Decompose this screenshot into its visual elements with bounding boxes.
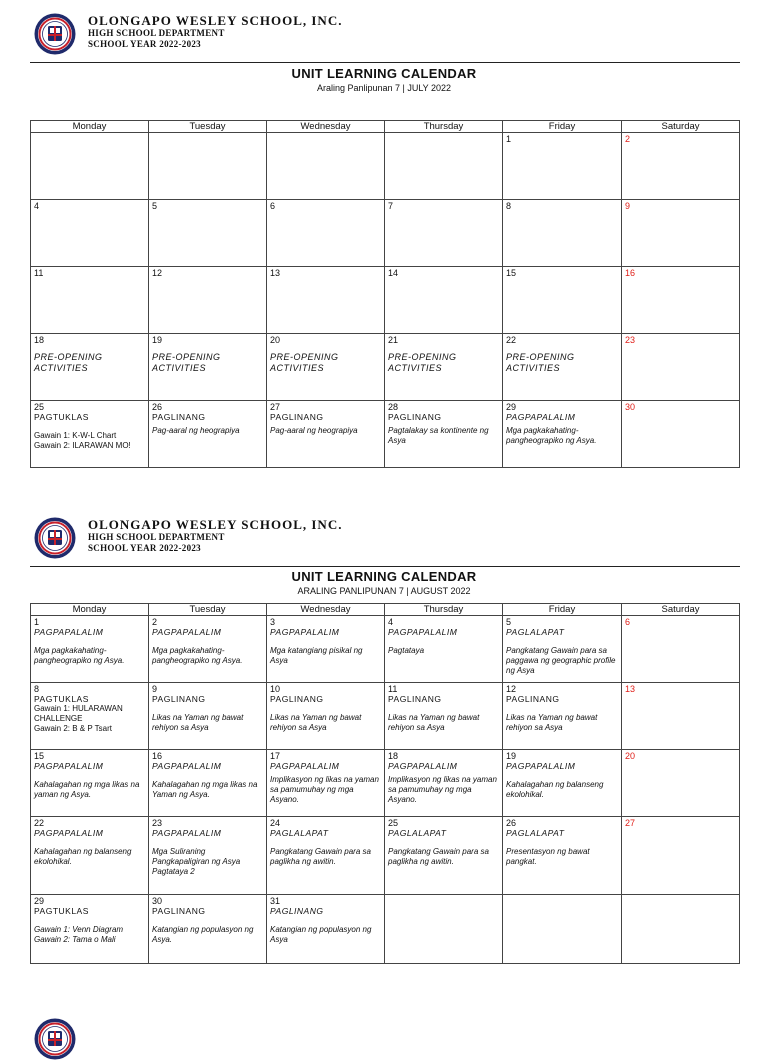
calendar-cell	[149, 683, 267, 750]
day-number: 20	[270, 335, 281, 345]
calendar-cell	[622, 334, 740, 401]
activity-description: Kahalagahan ng balanseng ekolohikal.	[506, 780, 604, 799]
day-number: 30	[625, 402, 636, 412]
calendar-subtitle: Araling Panlipunan 7 | JULY 2022	[316, 83, 452, 93]
school-year: SCHOOL YEAR 2022-2023	[88, 39, 201, 49]
activity-description: Presentasyon ng bawat pangkat.	[506, 847, 590, 866]
calendar-cell	[267, 133, 385, 200]
calendar-subtitle: ARALING PANLIPUNAN 7 | AUGUST 2022	[297, 586, 471, 596]
calendar-cell	[622, 616, 740, 683]
day-number: 10	[270, 684, 281, 694]
activity-description: Kahalagahan ng mga likas na Yaman ng Asya.	[152, 780, 258, 799]
calendar-cell	[267, 200, 385, 267]
phase-label: PAGPAPALALIM	[388, 627, 458, 637]
day-number: 3	[270, 617, 276, 627]
calendar-cell	[503, 401, 622, 468]
day-number: 25	[388, 818, 399, 828]
phase-label: PAGPAPALALIM	[152, 627, 222, 637]
activity-description: Pagtalakay sa kontinente ng Asya	[388, 426, 489, 445]
calendar-cell	[31, 750, 149, 817]
activity-description: Likas na Yaman ng bawat rehiyon sa Asya	[388, 713, 480, 732]
day-number: 21	[388, 335, 399, 345]
day-number: 13	[270, 268, 281, 278]
header-divider	[30, 566, 740, 567]
day-number: 16	[625, 268, 636, 278]
calendar-cell	[149, 616, 267, 683]
calendar-cell	[622, 750, 740, 817]
calendar-cell	[503, 683, 622, 750]
calendar-cell	[31, 133, 149, 200]
day-header-thursday: Thursday	[385, 121, 503, 133]
activity-description: Pangkatang Gawain para sa paglikha ng awitin.	[270, 847, 371, 866]
day-number: 1	[34, 617, 40, 627]
activity-description: Implikasyon ng likas na yaman sa pamumuhay ng mga Asyano.	[388, 775, 497, 804]
activity-label: PRE-OPENING ACTIVITIES	[34, 352, 103, 373]
calendar-cell	[31, 401, 149, 468]
calendar-cell	[149, 750, 267, 817]
day-number: 8	[34, 684, 40, 694]
calendar-cell	[149, 200, 267, 267]
calendar-cell	[149, 895, 267, 964]
activity-description: Likas na Yaman ng bawat rehiyon sa Asya	[270, 713, 362, 732]
activity-note: Pagtataya 2	[152, 867, 195, 876]
phase-label: PAGPAPALALIM	[152, 828, 222, 838]
day-number: 31	[270, 896, 281, 906]
calendar-cell	[503, 895, 622, 964]
phase-label: PAGLINANG	[152, 412, 206, 422]
day-header-friday: Friday	[503, 121, 622, 133]
calendar-cell	[267, 267, 385, 334]
phase-label: PAGLALAPAT	[270, 828, 329, 838]
calendar-cell	[267, 616, 385, 683]
calendar-cell	[622, 895, 740, 964]
day-number: 22	[34, 818, 45, 828]
calendar-cell	[385, 133, 503, 200]
school-year: SCHOOL YEAR 2022-2023	[88, 543, 201, 553]
activity-label: PRE-OPENING ACTIVITIES	[388, 352, 457, 373]
calendar-cell	[31, 895, 149, 964]
day-number: 8	[506, 201, 512, 211]
day-header-saturday: Saturday	[622, 604, 740, 616]
activity-description: Likas na Yaman ng bawat rehiyon sa Asya	[506, 713, 598, 732]
phase-label: PAGLINANG	[388, 694, 442, 704]
calendar-cell	[385, 895, 503, 964]
calendar-title: UNIT LEARNING CALENDAR	[291, 66, 477, 81]
calendar-cell	[503, 267, 622, 334]
calendar-week-row	[31, 817, 740, 895]
activity-label: PRE-OPENING ACTIVITIES	[152, 352, 221, 373]
calendar-title: UNIT LEARNING CALENDAR	[291, 569, 477, 584]
activity-description: Mga Suliraning Pangkapaligiran ng Asya	[152, 847, 241, 866]
calendar-week-row	[31, 334, 740, 401]
activity-description: Pag-aaral ng heograpiya	[270, 426, 358, 435]
day-number: 11	[34, 268, 44, 278]
phase-label: PAGLINANG	[152, 906, 206, 916]
calendar-cell	[622, 401, 740, 468]
day-header-tuesday: Tuesday	[149, 604, 267, 616]
calendar-cell	[622, 267, 740, 334]
calendar-cell	[622, 200, 740, 267]
calendar-cell	[385, 750, 503, 817]
calendar-cell	[503, 750, 622, 817]
day-header-saturday: Saturday	[622, 121, 740, 133]
day-number: 6	[625, 617, 631, 627]
day-number: 12	[506, 684, 517, 694]
phase-label: PAGTUKLAS	[34, 412, 89, 422]
calendar-cell	[149, 334, 267, 401]
calendar-cell	[267, 683, 385, 750]
activity-label: PRE-OPENING ACTIVITIES	[506, 352, 575, 373]
calendar-week-row	[31, 750, 740, 817]
day-number: 27	[625, 818, 636, 828]
phase-label: PAGLINANG	[506, 694, 560, 704]
calendar-week-row	[31, 401, 740, 468]
calendar-cell	[385, 616, 503, 683]
calendar-cell	[267, 334, 385, 401]
day-number: 26	[506, 818, 517, 828]
day-number: 26	[152, 402, 163, 412]
day-number: 9	[152, 684, 158, 694]
calendar-cell	[31, 616, 149, 683]
day-number: 20	[625, 751, 636, 761]
activity-description: Pag-aaral ng heograpiya	[152, 426, 240, 435]
phase-label: PAGPAPALALIM	[34, 627, 104, 637]
calendar-cell	[385, 200, 503, 267]
activity-description: Katangian ng populasyon ng Asya	[270, 925, 372, 944]
day-number: 12	[152, 268, 163, 278]
activity-description: Mga pagkakahating-pangheograpiko ng Asya.	[152, 646, 243, 665]
school-logo-icon	[34, 13, 76, 55]
day-number: 17	[270, 751, 281, 761]
phase-label: PAGLINANG	[270, 694, 324, 704]
calendar-cell	[385, 817, 503, 895]
school-name: OLONGAPO WESLEY SCHOOL, INC.	[88, 13, 343, 28]
activity-description: Gawain 1: K-W-L Chart Gawain 2: ILARAWAN MO!	[34, 431, 131, 450]
day-header-wednesday: Wednesday	[267, 121, 385, 133]
day-header-friday: Friday	[503, 604, 622, 616]
school-name: OLONGAPO WESLEY SCHOOL, INC.	[88, 517, 343, 532]
day-number: 27	[270, 402, 281, 412]
day-number: 19	[152, 335, 163, 345]
calendar-cell	[149, 401, 267, 468]
phase-label: PAGLINANG	[388, 412, 442, 422]
day-number: 16	[152, 751, 163, 761]
phase-label: PAGLINANG	[270, 906, 324, 916]
day-number: 22	[506, 335, 517, 345]
activity-description: Mga katangiang pisikal ng Asya	[270, 646, 363, 665]
july-calendar-table	[30, 120, 740, 468]
day-number: 14	[388, 268, 399, 278]
calendar-week-row	[31, 267, 740, 334]
day-number: 19	[506, 751, 517, 761]
school-department: HIGH SCHOOL DEPARTMENT	[88, 28, 225, 38]
activity-description: Pangkatang Gawain para sa paggawa ng geographic profile ng Asya	[506, 646, 616, 675]
day-number: 6	[270, 201, 276, 211]
activity-description: Kahalagahan ng mga likas na yaman ng Asya.	[34, 780, 140, 799]
school-header	[30, 517, 740, 557]
day-number: 23	[152, 818, 163, 828]
calendar-cell	[622, 817, 740, 895]
calendar-cell	[267, 817, 385, 895]
phase-label: PAGTUKLAS	[34, 906, 89, 916]
calendar-week-row	[31, 133, 740, 200]
day-number: 24	[270, 818, 281, 828]
calendar-week-row	[31, 683, 740, 750]
phase-label: PAGPAPALALIM	[506, 761, 576, 771]
activity-description: Implikasyon ng likas na yaman sa pamumuhay ng mga Asyano.	[270, 775, 379, 804]
calendar-cell	[31, 683, 149, 750]
day-number: 25	[34, 402, 45, 412]
phase-label: PAGPAPALALIM	[34, 828, 104, 838]
phase-label: PAGLALAPAT	[506, 627, 565, 637]
calendar-cell	[503, 616, 622, 683]
phase-label: PAGLALAPAT	[388, 828, 447, 838]
calendar-week-row	[31, 200, 740, 267]
activity-description: Mga pagkakahating-pangheograpiko ng Asya.	[506, 426, 597, 445]
calendar-cell	[31, 267, 149, 334]
calendar-cell	[149, 267, 267, 334]
calendar-cell	[503, 817, 622, 895]
activity-description: Kahalagahan ng balanseng ekolohikal.	[34, 847, 132, 866]
calendar-cell	[622, 683, 740, 750]
activity-description: Pangkatang Gawain para sa paglikha ng awitin.	[388, 847, 489, 866]
day-number: 9	[625, 201, 631, 211]
phase-label: PAGPAPALALIM	[388, 761, 458, 771]
calendar-cell	[31, 817, 149, 895]
day-number: 7	[388, 201, 394, 211]
header-divider	[30, 62, 740, 63]
phase-label: PAGPAPALALIM	[270, 627, 340, 637]
phase-label: PAGPAPALALIM	[34, 761, 104, 771]
calendar-cell	[267, 401, 385, 468]
phase-label: PAGPAPALALIM	[506, 412, 576, 422]
calendar-cell	[385, 334, 503, 401]
calendar-cell	[503, 200, 622, 267]
calendar-cell	[622, 133, 740, 200]
calendar-cell	[385, 683, 503, 750]
school-header	[30, 13, 740, 53]
day-number: 1	[506, 134, 512, 144]
day-number: 18	[388, 751, 399, 761]
calendar-cell	[31, 200, 149, 267]
day-number: 30	[152, 896, 163, 906]
day-number: 15	[506, 268, 517, 278]
activity-description: Katangian ng populasyon ng Asya.	[152, 925, 254, 944]
calendar-cell	[503, 133, 622, 200]
day-number: 23	[625, 335, 636, 345]
calendar-week-row	[31, 895, 740, 964]
day-number: 28	[388, 402, 399, 412]
day-number: 18	[34, 335, 45, 345]
school-department: HIGH SCHOOL DEPARTMENT	[88, 532, 225, 542]
activity-description: Gawain 1: Venn Diagram Gawain 2: Tama o Mali	[34, 925, 124, 944]
phase-label: PAGLALAPAT	[506, 828, 565, 838]
calendar-cell	[31, 334, 149, 401]
day-header-monday: Monday	[31, 121, 149, 133]
day-header-monday: Monday	[31, 604, 149, 616]
day-number: 4	[388, 617, 394, 627]
day-number: 29	[34, 896, 45, 906]
day-number: 5	[152, 201, 158, 211]
calendar-cell	[385, 267, 503, 334]
calendar-cell	[385, 401, 503, 468]
school-logo-icon	[34, 517, 76, 559]
day-number: 4	[34, 201, 40, 211]
day-number: 2	[152, 617, 158, 627]
day-header-tuesday: Tuesday	[149, 121, 267, 133]
calendar-cell	[503, 334, 622, 401]
day-number: 2	[625, 134, 631, 144]
day-number: 13	[625, 684, 636, 694]
phase-label: PAGLINANG	[152, 694, 206, 704]
august-calendar-table	[30, 603, 740, 964]
day-number: 5	[506, 617, 512, 627]
phase-label: PAGPAPALALIM	[270, 761, 340, 771]
activity-description: Pagtataya	[388, 646, 425, 655]
day-header-thursday: Thursday	[385, 604, 503, 616]
activity-description: Gawain 1: HULARAWAN CHALLENGE Gawain 2: B & P Tsart	[34, 704, 123, 733]
phase-label: PAGTUKLAS	[34, 694, 89, 704]
day-number: 29	[506, 402, 517, 412]
calendar-cell	[149, 133, 267, 200]
activity-description: Mga pagkakahating-pangheograpiko ng Asya.	[34, 646, 125, 665]
phase-label: PAGLINANG	[270, 412, 324, 422]
activity-description: Likas na Yaman ng bawat rehiyon sa Asya	[152, 713, 244, 732]
calendar-cell	[149, 817, 267, 895]
school-logo-icon	[34, 1018, 76, 1060]
phase-label: PAGPAPALALIM	[152, 761, 222, 771]
calendar-cell	[267, 895, 385, 964]
day-number: 11	[388, 684, 398, 694]
calendar-week-row	[31, 616, 740, 683]
day-number: 15	[34, 751, 45, 761]
calendar-cell	[267, 750, 385, 817]
day-header-wednesday: Wednesday	[267, 604, 385, 616]
activity-label: PRE-OPENING ACTIVITIES	[270, 352, 339, 373]
